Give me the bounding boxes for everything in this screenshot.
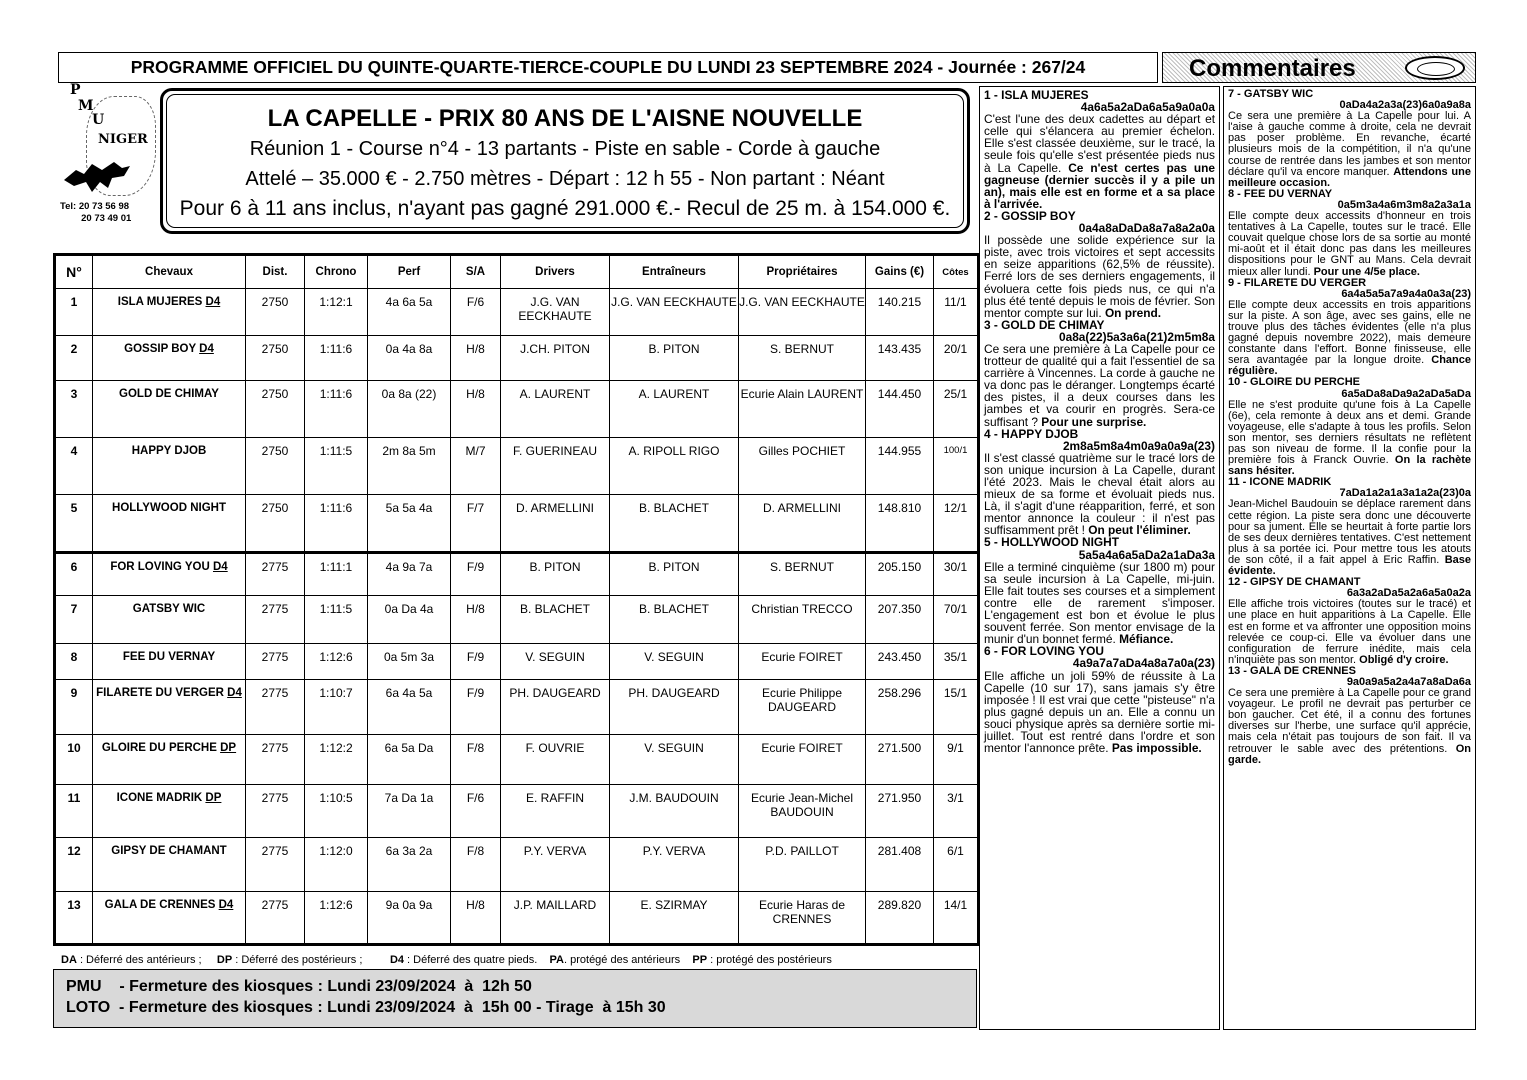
legend-d4-abbr: D4: [389, 954, 404, 966]
distance: 2775: [246, 892, 305, 945]
horse-name: [93, 892, 246, 945]
comment-horse: 11 - ICONE MADRIK: [1228, 476, 1332, 489]
comment-form: 4a9a7a7aDa4a8a7a0a(23): [1072, 656, 1215, 671]
header-owners: Propriétaires: [739, 255, 866, 289]
performance: 6a 3a 2a: [368, 838, 451, 892]
comment-body: Elle affiche trois victoires (toutes sur le tracé) et une place en huit apparitions à La Capelle. Elle est en forme et va affronter une opposition moins relevée ce coup-ci. Elle va évoluer dans une configuration de ferrure inédite, mais cela n'inquiète pas son mentor.: [1228, 598, 1471, 666]
gains: 243.450: [866, 644, 934, 680]
header-odds: Côtes: [934, 255, 979, 289]
comment-body: Elle compte deux accessits en trois apparitions sur la piste. A son âge, avec ses gains, elle ne trouve plus des tâches évidentes (elle n'a plus gagné depuis novembre 2022), mais demeure constante dans l'effort. Bonne finisseuse, elle sera avantagée par la longue droite.: [1228, 298, 1471, 367]
horse-name-text: ISLA MUJERES: [117, 296, 203, 308]
table-row: [55, 289, 979, 336]
chrono: 1:11:5: [305, 438, 368, 495]
comment-verdict: Chance régulière.: [1228, 354, 1471, 378]
row-number: 9: [55, 680, 93, 735]
sex-age: F/9: [451, 553, 501, 596]
logo-letter-m: M: [78, 98, 94, 114]
odds: 20/1: [934, 336, 979, 381]
trainer: B. PITON: [610, 336, 739, 381]
logo-niger: NIGER: [98, 132, 148, 147]
odds: 9/1: [934, 735, 979, 785]
comment-body: Ce sera une première à La Capelle pour lui. A l'aise à gauche comme à droite, cela ne devrait pas poser problème. En revanche, écarté plusieurs mois de la compétition, il n'a qu'une course de rentrée dans les jambes et son mentor déclare qu'il va encore manquer.: [1228, 110, 1471, 178]
trainer: B. PITON: [610, 553, 739, 596]
comment-verdict: On garde.: [1228, 742, 1471, 766]
driver: F. GUERINEAU: [501, 438, 610, 495]
header-drivers: Drivers: [501, 255, 610, 289]
legend-pa-text: . protégé des antérieurs: [564, 954, 681, 966]
driver: B. BLACHET: [501, 596, 610, 644]
row-number: 13: [55, 892, 93, 945]
comment-entry: [984, 89, 1215, 210]
race-title: LA CAPELLE - PRIX 80 ANS DE L'AISNE NOUVELLE: [267, 105, 863, 132]
driver: F. OUVRIE: [501, 735, 610, 785]
comment-verdict: Pour une 4/5e place.: [1313, 265, 1420, 278]
comment-verdict: Ce n'est certes pas une gagneuse (dernier succès il y a pile un an), mais elle est en forme et a sa place à l'arrivée.: [984, 160, 1215, 211]
chrono: 1:12:1: [305, 289, 368, 336]
odds: 14/1: [934, 892, 979, 945]
chrono: 1:11:1: [305, 553, 368, 596]
chrono: 1:12:0: [305, 838, 368, 892]
horse-name-text: FOR LOVING YOU: [110, 561, 210, 573]
gains: 281.408: [866, 838, 934, 892]
odds: 100/1: [934, 438, 979, 495]
row-number: 6: [55, 553, 93, 596]
owner: Gilles POCHIET: [739, 438, 866, 495]
distance: 2775: [246, 596, 305, 644]
comment-body: Il s'est classé quatrième sur le tracé lors de son unique incursion à La Capelle, durant l'été 2023. Mais le cheval était alors au mieux de sa forme et évoluait pieds nus. Là, il s'agit d'une réapparition, ferré, et son mentor annonce la couleur : il n'est pas suffisamment prêt !: [984, 450, 1215, 538]
comment-verdict: Pour une surprise.: [1041, 414, 1147, 429]
row-number: 12: [55, 838, 93, 892]
comment-text: [984, 561, 1215, 646]
comments-column-left: [979, 86, 1220, 1030]
chrono: 1:11:6: [305, 495, 368, 553]
horse-name-text: GALA DE CRENNES: [104, 899, 216, 911]
comment-text: [1228, 300, 1471, 378]
sex-age: F/8: [451, 838, 501, 892]
comment-entry: [984, 645, 1215, 754]
table-row: [55, 381, 979, 438]
performance: 0a 5m 3a: [368, 644, 451, 680]
horse-name-text: GIPSY DE CHAMANT: [111, 845, 227, 857]
comment-verdict: Attendons une meilleure occasion.: [1228, 165, 1471, 189]
header-horses: Chevaux: [93, 255, 246, 289]
race-line-3: Pour 6 à 11 ans inclus, n'ayant pas gagné 291.000 €.- Recul de 25 m. à 154.000 €.: [179, 197, 951, 220]
sex-age: M/7: [451, 438, 501, 495]
odds: 12/1: [934, 495, 979, 553]
legend-pp-text: : protégé des postérieurs: [707, 954, 832, 966]
legend: [53, 950, 977, 970]
row-number: 7: [55, 596, 93, 644]
comment-form: 0a8a(22)5a3a6a(21)2m5m8a: [1058, 329, 1215, 344]
horse-name: [93, 735, 246, 785]
race-info-box: [160, 88, 970, 234]
comment-text: [984, 670, 1215, 755]
comment-text: [1228, 499, 1471, 577]
comment-form: 4a6a5a2aDa6a5a9a0a0a: [1080, 100, 1215, 115]
driver: V. SEGUIN: [501, 644, 610, 680]
closing-pmu: PMU - Fermeture des kiosques : Lundi 23/09/2024 à 12h 50: [66, 978, 532, 995]
driver: J.G. VAN EECKHAUTE: [501, 289, 610, 336]
legend-d4-text: : Déferré des quatre pieds.: [404, 954, 538, 966]
performance: 4a 6a 5a: [368, 289, 451, 336]
trainer: P.Y. VERVA: [610, 838, 739, 892]
gains: 289.820: [866, 892, 934, 945]
horse-name: [93, 336, 246, 381]
shoeing-tag: D4: [227, 687, 242, 699]
comment-horse: 2 - GOSSIP BOY: [984, 208, 1076, 223]
comment-text: [1228, 400, 1471, 478]
comments-column-right: [1223, 86, 1476, 1030]
sex-age: F/7: [451, 495, 501, 553]
legend-da-abbr: DA: [61, 954, 77, 966]
chrono: 1:11:6: [305, 336, 368, 381]
comment-horse: 10 - GLOIRE DU PERCHE: [1228, 376, 1361, 389]
distance: 2775: [246, 553, 305, 596]
logo-phone: Tel: 20 73 56 98 20 73 49 01: [60, 201, 132, 224]
odds: 70/1: [934, 596, 979, 644]
comment-form: 2m8a5m8a4m0a9a0a9a(23): [1062, 438, 1215, 453]
horse-name-text: HAPPY DJOB: [131, 445, 207, 457]
comment-verdict: On peut l'éliminer.: [1088, 523, 1191, 538]
sex-age: H/8: [451, 596, 501, 644]
comment-text: [1228, 211, 1471, 278]
sex-age: F/6: [451, 289, 501, 336]
owner: S. BERNUT: [739, 336, 866, 381]
sex-age: F/9: [451, 680, 501, 735]
horse-name: [93, 680, 246, 735]
owner: Christian TRECCO: [739, 596, 866, 644]
pmu-niger-logo: [56, 84, 160, 234]
horse-name: [93, 381, 246, 438]
trainer: E. SZIRMAY: [610, 892, 739, 945]
sex-age: H/8: [451, 892, 501, 945]
horse-name-text: HOLLYWOOD NIGHT: [112, 502, 226, 514]
comment-entry: [1228, 666, 1471, 766]
row-number: 1: [55, 289, 93, 336]
comment-form: 7aDa1a2a1a3a1a2a(23)0a: [1339, 487, 1471, 500]
performance: 0a 8a (22): [368, 381, 451, 438]
gains: 144.955: [866, 438, 934, 495]
performance: 7a Da 1a: [368, 785, 451, 838]
shoeing-tag: DP: [220, 742, 237, 754]
sex-age: F/9: [451, 644, 501, 680]
owner: D. ARMELLINI: [739, 495, 866, 553]
comment-horse: 1 - ISLA MUJERES: [984, 88, 1089, 102]
chrono: 1:12:2: [305, 735, 368, 785]
gains: 271.950: [866, 785, 934, 838]
sex-age: F/8: [451, 735, 501, 785]
trainer: A. RIPOLL RIGO: [610, 438, 739, 495]
comment-text: [1228, 688, 1471, 766]
table-row: [55, 336, 979, 381]
distance: 2750: [246, 289, 305, 336]
chrono: 1:11:5: [305, 596, 368, 644]
comment-form: 5a5a4a6a5aDa2a1aDa3a: [1078, 547, 1215, 562]
shoeing-tag: D4: [205, 296, 221, 308]
logo-letter-p: P: [70, 82, 81, 98]
horse-name: [93, 495, 246, 553]
comment-horse: 9 - FILARETE DU VERGER: [1228, 276, 1367, 289]
comment-body: Jean-Michel Baudouin se déplace rarement dans cette région. La piste sera donc une découverte pour sa jument. Elle se heurtait à forte partie lors de ses deux dernières tentatives. C'est nettement plus à sa portée ici. Pour mettre tous les atouts de son côté, il a fait appel à Eric Raffin.: [1228, 498, 1471, 566]
distance: 2750: [246, 495, 305, 553]
trainer: PH. DAUGEARD: [610, 680, 739, 735]
comment-text: [1228, 599, 1471, 666]
comments-title: Commentaires: [1189, 55, 1356, 82]
comment-body: Elle affiche un joli 59% de réussite à La Capelle (10 sur 17), sans jamais s'y être imposée ! Il est vrai que cette "pisteuse" n'a plus gagné depuis un an. Elle a connu un souci physique après sa dernière sortie mi-juillet. Tout est rentré dans l'ordre et son mentor l'annonce prête.: [984, 668, 1215, 756]
comment-body: Ce sera une première à La Capelle pour ce grand voyageur. Le profil ne devrait pas perturber ce bon gaucher. Cet été, il a connu des fortunes diverses sur l'herbe, une surface qu'il apprécie, mais cela n'était pas toujours de son fait. Il va retrouver le sable avec des prétentions.: [1228, 687, 1471, 755]
header-chrono: Chrono: [305, 255, 368, 289]
comment-entry: [1228, 477, 1471, 577]
odds: 35/1: [934, 644, 979, 680]
horse-name: [93, 644, 246, 680]
gains: 258.296: [866, 680, 934, 735]
legend-da-text: : Déferré des antérieurs ;: [76, 954, 202, 966]
shoeing-tag: D4: [199, 343, 214, 355]
trainer: V. SEGUIN: [610, 644, 739, 680]
header-trainers: Entraîneurs: [610, 255, 739, 289]
performance: 0a Da 4a: [368, 596, 451, 644]
table-row: [55, 553, 979, 596]
comment-horse: 13 - GALA DE CRENNES: [1228, 664, 1356, 677]
horse-name-text: FILARETE DU VERGER: [96, 687, 224, 699]
header-perf: Perf: [368, 255, 451, 289]
comment-body: Il possède une solide expérience sur la piste, avec trois victoires et sept accessits en seize apparitions (62,5% de réussite). Ferré lors de ses derniers engagements, il évoluera cette fois pieds nus, ce qui n'a plus été tenté depuis le mois de février. Son mentor compte sur lui.: [984, 233, 1215, 320]
row-number: 8: [55, 644, 93, 680]
owner: P.D. PAILLOT: [739, 838, 866, 892]
driver: J.P. MAILLARD: [501, 892, 610, 945]
comments-title-banner: [1162, 52, 1476, 83]
comment-form: 6a4a5a5a7a9a4a0a3a(23): [1341, 287, 1471, 300]
performance: 2m 8a 5m: [368, 438, 451, 495]
trainer: B. BLACHET: [610, 495, 739, 553]
horse-name-text: GOSSIP BOY: [124, 343, 196, 355]
owner: Ecurie FOIRET: [739, 735, 866, 785]
table-header-row: [55, 255, 979, 289]
odds: 11/1: [934, 289, 979, 336]
chrono: 1:10:7: [305, 680, 368, 735]
comment-verdict: Méfiance.: [1119, 632, 1174, 647]
logo-letter-u: U: [92, 112, 105, 128]
comment-verdict: On la rachète sans hésiter.: [1228, 454, 1471, 478]
runners-table: [53, 253, 980, 946]
distance: 2775: [246, 735, 305, 785]
horse-name: [93, 785, 246, 838]
comment-form: 0a5m3a4a6m3m8a2a3a1a: [1337, 198, 1471, 211]
comment-horse: 4 - HAPPY DJOB: [984, 426, 1079, 441]
odds: 30/1: [934, 553, 979, 596]
owner: Ecurie Philippe DAUGEARD: [739, 680, 866, 735]
comment-horse: 12 - GIPSY DE CHAMANT: [1228, 576, 1361, 589]
odds: 25/1: [934, 381, 979, 438]
table-row: [55, 892, 979, 945]
legend-pa-abbr: PA: [549, 954, 564, 966]
table-row: [55, 838, 979, 892]
distance: 2775: [246, 644, 305, 680]
comment-entry: [1228, 577, 1471, 666]
distance: 2775: [246, 680, 305, 735]
table-row: [55, 644, 979, 680]
comment-form: 0aDa4a2a3a(23)6a0a9a8a: [1339, 99, 1471, 112]
comment-text: [1228, 111, 1471, 189]
gains: 207.350: [866, 596, 934, 644]
comment-body: Elle ne s'est produite qu'une fois à La Capelle (6e), cela remonte à deux ans et demi. Grande voyageuse, elle s'adapte à tous les profils. Selon son mentor, ses derniers résultats ne reflètent pas son niveau de forme. Il la confie pour la première fois à Franck Ouvrie.: [1228, 398, 1471, 467]
owner: Ecurie FOIRET: [739, 644, 866, 680]
row-number: 2: [55, 336, 93, 381]
distance: 2775: [246, 785, 305, 838]
sex-age: H/8: [451, 336, 501, 381]
chrono: 1:10:5: [305, 785, 368, 838]
odds: 6/1: [934, 838, 979, 892]
closing-loto: LOTO - Fermeture des kiosques : Lundi 23/09/2024 à 15h 00 - Tirage à 15h 30: [66, 999, 666, 1016]
row-number: 3: [55, 381, 93, 438]
comment-form: 6a3a2aDa5a2a6a5a0a2a: [1346, 587, 1471, 600]
owner: Ecurie Jean-Michel BAUDOUIN: [739, 785, 866, 838]
comment-text: [984, 343, 1215, 428]
driver: A. LAURENT: [501, 381, 610, 438]
comment-horse: 7 - GATSBY WIC: [1228, 88, 1314, 100]
trainer: V. SEGUIN: [610, 735, 739, 785]
driver: D. ARMELLINI: [501, 495, 610, 553]
performance: 5a 5a 4a: [368, 495, 451, 553]
trainer: J.M. BAUDOUIN: [610, 785, 739, 838]
driver: J.CH. PITON: [501, 336, 610, 381]
chrono: 1:11:6: [305, 381, 368, 438]
horse-name: [93, 596, 246, 644]
comment-text: [984, 113, 1215, 210]
driver: B. PITON: [501, 553, 610, 596]
comment-horse: 6 - FOR LOVING YOU: [984, 644, 1105, 659]
comment-body: Elle compte deux accessits d'honneur en trois tentatives à La Capelle, toutes sur le tracé. Elle couvait quelque chose lors de sa sortie au monté mi-août et il était donc pas dans les meilleures dispositions pour le GNT au Mans. Cela devrait mieux aller lundi.: [1228, 210, 1471, 278]
program-title: PROGRAMME OFFICIEL DU QUINTE-QUARTE-TIERCE-COUPLE DU LUNDI 23 SEPTEMBRE 2024 - Journée : 267/24: [58, 52, 1158, 83]
driver: PH. DAUGEARD: [501, 680, 610, 735]
distance: 2750: [246, 381, 305, 438]
driver: E. RAFFIN: [501, 785, 610, 838]
comment-body: Ce sera une première à La Capelle pour ce trotteur de qualité qui a fait l'essentiel de sa carrière à Vincennes. La corde à gauche ne va donc pas le déranger. Longtemps écarté des pistes, il a deux courses dans les jambes et va courir en progrès. Sera-ce suffisant ?: [984, 341, 1215, 429]
disk-icon: [1405, 56, 1465, 80]
trainer: A. LAURENT: [610, 381, 739, 438]
sex-age: F/6: [451, 785, 501, 838]
row-number: 10: [55, 735, 93, 785]
chrono: 1:12:6: [305, 644, 368, 680]
gains: 140.215: [866, 289, 934, 336]
comment-entry: [1228, 278, 1471, 378]
shoeing-tag: D4: [218, 899, 234, 911]
legend-dp-abbr: DP: [216, 954, 233, 966]
row-number: 5: [55, 495, 93, 553]
comment-body: Elle a terminé cinquième (sur 1800 m) pour sa seule incursion à La Capelle, mi-juin. Elle fait toutes ses courses et a simplement contre elle de rarement s'imposer. L'engagement est bon et évolue le plus souvent ferrée. Son mentor envisage de la munir d'un bonnet fermé.: [984, 559, 1215, 647]
header-gains: Gains (€): [866, 255, 934, 289]
comment-horse: 3 - GOLD DE CHIMAY: [984, 317, 1105, 332]
header-sa: S/A: [451, 255, 501, 289]
closing-times: [53, 969, 977, 1028]
trainer: B. BLACHET: [610, 596, 739, 644]
comment-text: [984, 452, 1215, 537]
table-row: [55, 495, 979, 553]
comment-entry: [1228, 377, 1471, 477]
horse-name: [93, 438, 246, 495]
comment-verdict: Base évidente.: [1228, 553, 1471, 578]
shoeing-tag: D4: [212, 561, 228, 573]
horse-name-text: GOLD DE CHIMAY: [119, 388, 219, 400]
gains: 144.450: [866, 381, 934, 438]
horse-icon: [62, 158, 132, 194]
comment-form: 9a0a9a5a2a4a7a8aDa6a: [1346, 675, 1471, 688]
horse-name-text: ICONE MADRIK: [116, 792, 203, 804]
comment-text: [984, 234, 1215, 319]
comment-body: C'est l'une des deux cadettes au départ et celle qui s'élancera au premier échelon. Elle s'est classée deuxième, sur le tracé, la seule fois qu'elle s'est présentée pieds nus à La Capelle.: [984, 112, 1215, 175]
race-line-2: Attelé – 35.000 € - 2.750 mètres - Départ : 12 h 55 - Non partant : Néant: [245, 168, 885, 190]
header-dist: Dist.: [246, 255, 305, 289]
comment-form: 6a5aDa8aDa9a2aDa5aDa: [1341, 387, 1471, 400]
driver: P.Y. VERVA: [501, 838, 610, 892]
comment-verdict: Pas impossible.: [1111, 741, 1202, 756]
owner: Ecurie Haras de CRENNES: [739, 892, 866, 945]
comment-entry: [984, 428, 1215, 537]
legend-dp-text: : Déferré des postérieurs ;: [232, 954, 363, 966]
horse-name-text: GLOIRE DU PERCHE: [101, 742, 217, 754]
comment-entry: [984, 210, 1215, 319]
performance: 6a 5a Da: [368, 735, 451, 785]
performance: 9a 0a 9a: [368, 892, 451, 945]
comment-form: 0a4a8aDaDa8a7a8a2a0a: [1078, 221, 1215, 236]
odds: 15/1: [934, 680, 979, 735]
table-row: [55, 596, 979, 644]
table-row: [55, 735, 979, 785]
performance: 4a 9a 7a: [368, 553, 451, 596]
comment-entry: [1228, 89, 1471, 189]
horse-name: [93, 289, 246, 336]
comment-horse: 5 - HOLLYWOOD NIGHT: [984, 535, 1119, 550]
horse-name: [93, 553, 246, 596]
distance: 2750: [246, 438, 305, 495]
comment-entry: [984, 319, 1215, 428]
row-number: 4: [55, 438, 93, 495]
gains: 143.435: [866, 336, 934, 381]
owner: Ecurie Alain LAURENT: [739, 381, 866, 438]
horse-name-text: GATSBY WIC: [132, 603, 206, 615]
gains: 148.810: [866, 495, 934, 553]
table-row: [55, 438, 979, 495]
comment-entry: [984, 536, 1215, 645]
owner: S. BERNUT: [739, 553, 866, 596]
header-num: N°: [55, 255, 93, 289]
race-line-1: Réunion 1 - Course n°4 - 13 partants - Piste en sable - Corde à gauche: [249, 138, 881, 160]
comment-entry: [1228, 189, 1471, 278]
distance: 2775: [246, 838, 305, 892]
comment-verdict: On prend.: [1104, 305, 1162, 320]
performance: 0a 4a 8a: [368, 336, 451, 381]
odds: 3/1: [934, 785, 979, 838]
gains: 205.150: [866, 553, 934, 596]
legend-pp-abbr: PP: [692, 954, 708, 966]
horse-name-text: FEE DU VERNAY: [122, 651, 216, 663]
distance: 2750: [246, 336, 305, 381]
shoeing-tag: DP: [205, 792, 222, 804]
sex-age: H/8: [451, 381, 501, 438]
row-number: 11: [55, 785, 93, 838]
table-row: [55, 785, 979, 838]
chrono: 1:12:6: [305, 892, 368, 945]
trainer: J.G. VAN EECKHAUTE: [610, 289, 739, 336]
table-row: [55, 680, 979, 735]
owner: J.G. VAN EECKHAUTE: [739, 289, 866, 336]
performance: 6a 4a 5a: [368, 680, 451, 735]
gains: 271.500: [866, 735, 934, 785]
horse-name: [93, 838, 246, 892]
comment-verdict: Obligé d'y croire.: [1359, 653, 1449, 666]
comment-horse: 8 - FEE DU VERNAY: [1228, 187, 1333, 200]
